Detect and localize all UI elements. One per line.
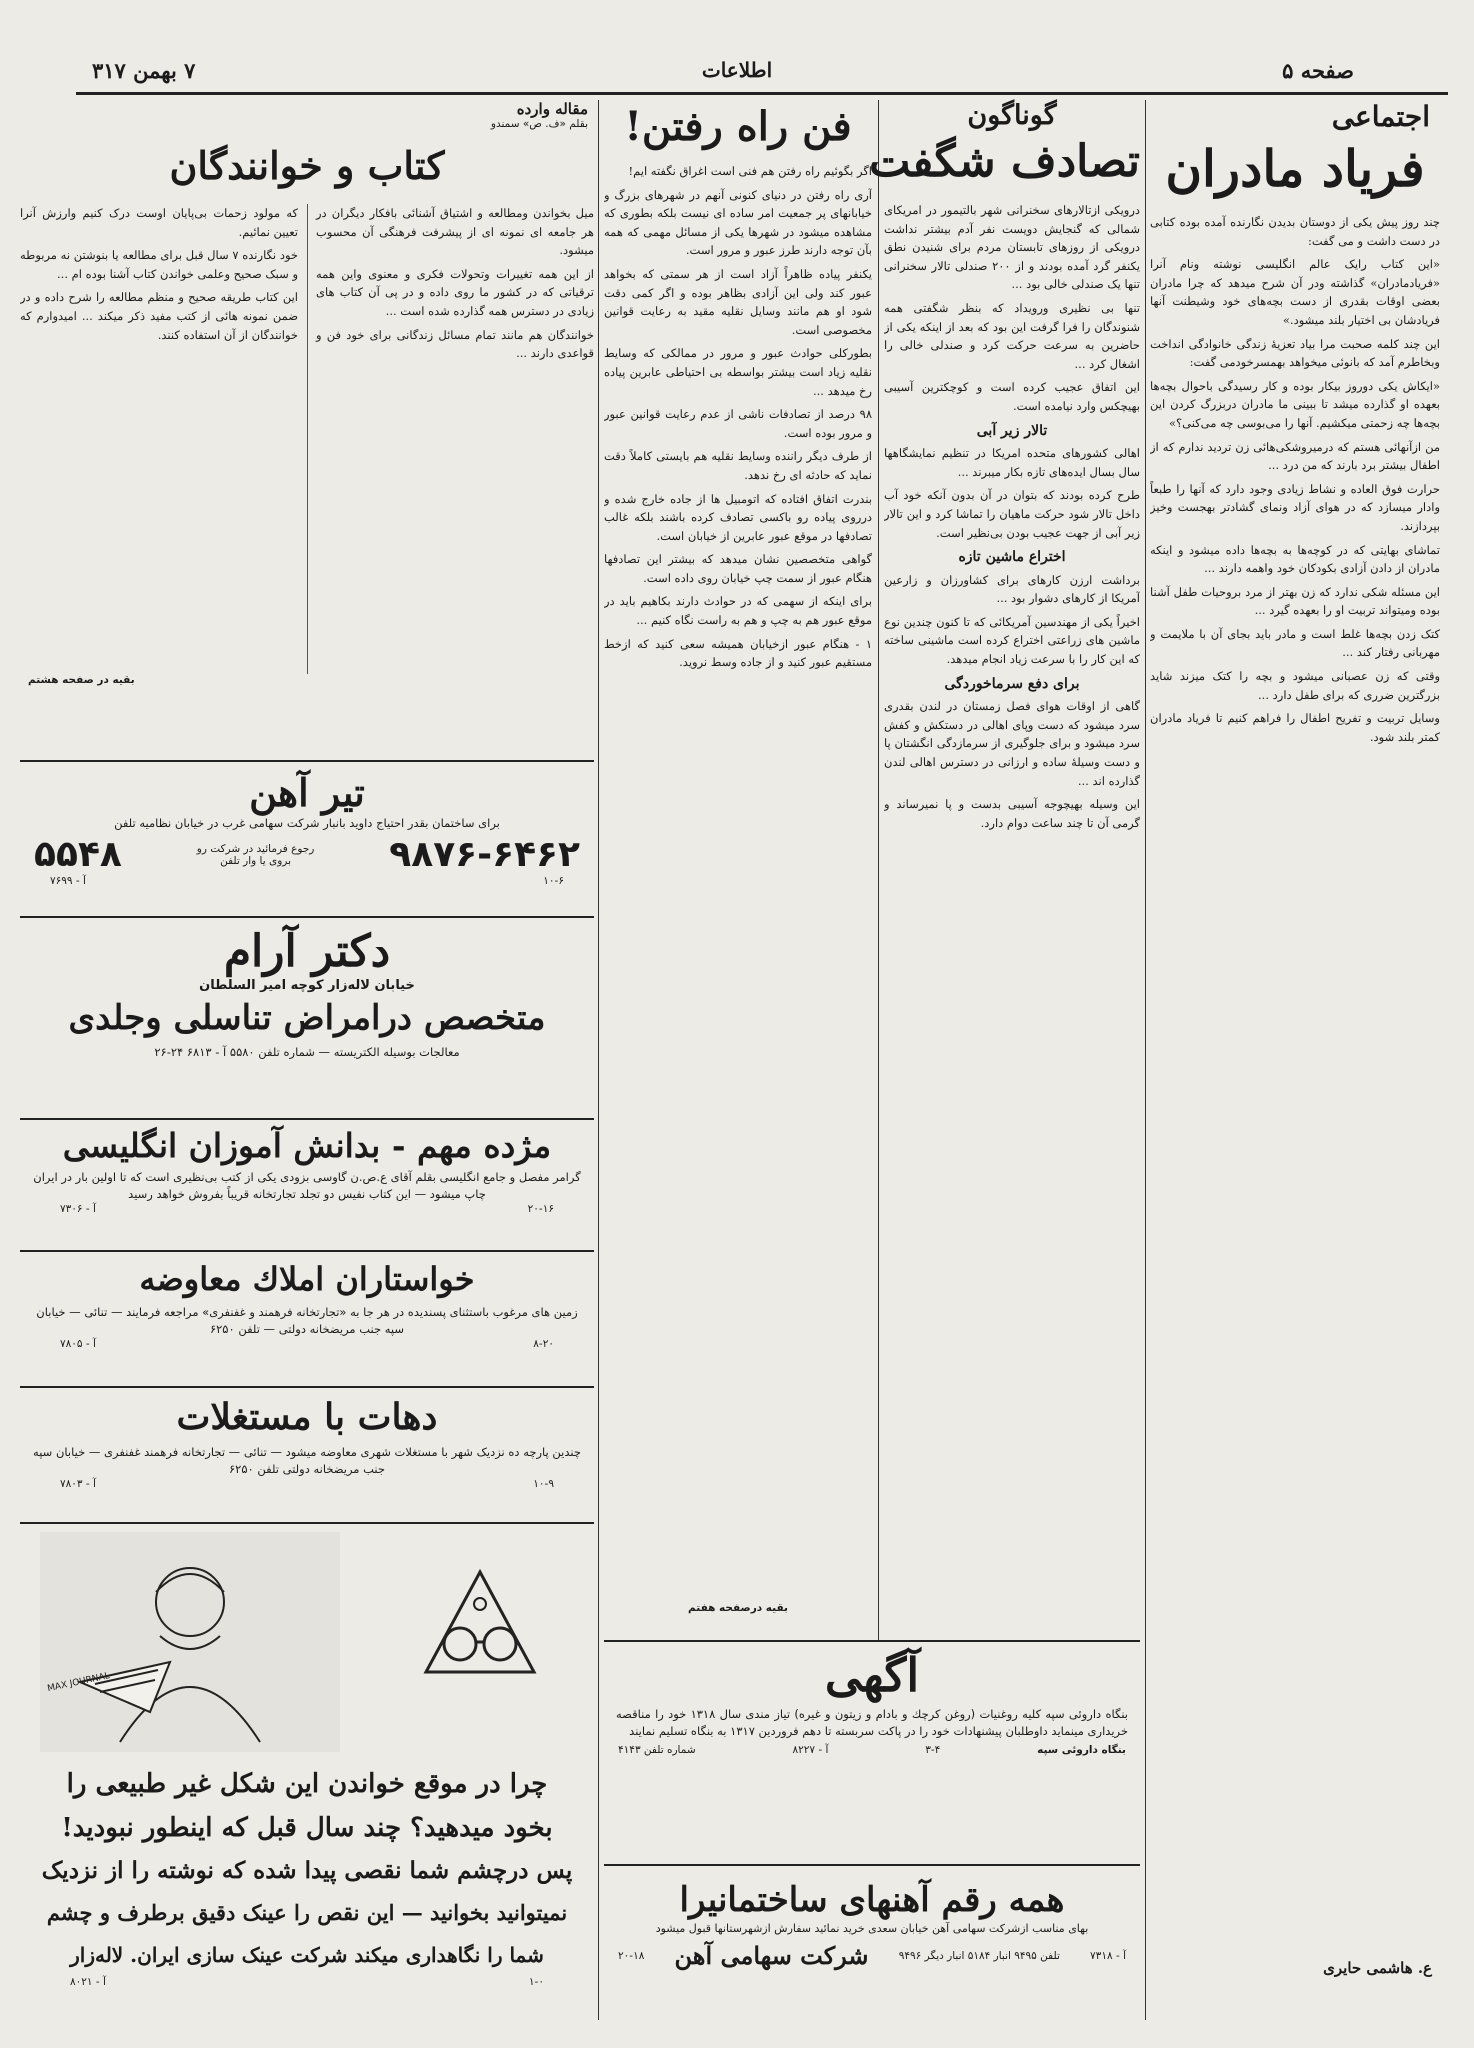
article-paragraph: آری راه رفتن در دنیای کنونی آنهم در شهرهای بزرگ و خیابانهای پر جمعیت امر ساده ای نیست بلکه بطوری که مشاهده میشود در شهرها یکی از مسائل مهمی که همه بآن توجه دارند طرز عبور و مرور است. (604, 187, 872, 258)
article-byline: بقلم «ف. ص» سمندو (490, 118, 588, 130)
ad-line: شما را نگاهداری میکند شرکت عینک سازی ایران. لاله‌زار (70, 1943, 544, 1967)
article-paragraph: برای اینکه از سهمی که در حوادث دارند بکاهیم باید در موقع عبور هم به چپ و هم به راست نگاه کنیم ... (604, 594, 872, 628)
column-walking (604, 100, 872, 1635)
article-body (1150, 213, 1440, 1953)
article-paragraph: بندرت اتفاق افتاده که اتومبیل ها از جاده خارج شده و درروی پیاده رو باکسی تصادف کرده باشند بلکه غالب تصادفها در موقع عبور عابرین از خیابان است. (604, 491, 872, 543)
ad-title: همه رقم آهنهای ساختمانیرا (679, 1880, 1065, 1920)
article-paragraph: خوانندگان هم مانند تمام مسائل زندگانی برای خود فن و قواعدی دارند ... (316, 327, 594, 361)
subheading: تالار زیر آبی (976, 422, 1048, 439)
article-title: فن راه رفتن! (624, 103, 852, 150)
reading-man-illustration (40, 1532, 340, 1752)
article-body (884, 201, 1140, 837)
ad-doctor (20, 916, 594, 1116)
article-paragraph: خود نگارنده ۷ سال قبل برای مطالعه یا بنوشتن نه مربوطه و سبک صحیح وعلمی خواندن کتاب آشنا بوده ام ... (20, 248, 298, 281)
ad-phone: شماره تلفن ۴۱۴۳ (618, 1744, 696, 1756)
ad-code: آ - ۸۲۲۷ (792, 1744, 829, 1756)
issue-date: ۷ بهمن ۳۱۷ (92, 58, 196, 83)
page-number: صفحه ۵ (1282, 58, 1354, 83)
article-paragraph: که مولود زحمات بی‌پایان اوست درک کنیم وارزش آنرا تعیین نمائیم. (20, 206, 298, 239)
article-author: ع. هاشمی حایری (1323, 1959, 1432, 1977)
article-paragraph: از این همه تغییرات وتحولات فکری و معنوی واین همه ترقیاتی که در کشور ما روی داده و در پی آن کتاب های زیادی در دسترس همه گذارده شده است ... (316, 266, 594, 318)
article-paragraph: درویکی ازتالارهای سخنرانی شهر بالتیمور در امریکای شمالی که گنجایش دویست نفر آدم بیشتر نداشت درویکی از روزهای تابستان مردم برای شنیدن نطق یکنفر گرد آمده بودند و از ۲۰۰ صندلی تالار سخنرانی تنها یک صندلی خالی بود ... (884, 203, 1140, 292)
article-paragraph: طرح کرده بودند که بتوان در آن بدون آنکه خود آب داخل تالار شود حرکت ماهیان را تماشا کرد و این تالار زیر آبی از جهت عجیب بودن بی‌نظیر است. (884, 488, 1140, 540)
ad-text: زمین های مرغوب باستثنای پسندیده در هر جا به «تجارتخانه فرهمند و غفنفری» مراجعه فرمایند — تنائی — خیابان سپه جنب مریضخانه دولتی — تلفن ۶۲۵۰ (36, 1305, 578, 1336)
section-kicker: اجتماعی (1331, 100, 1430, 133)
ad-villages (20, 1386, 594, 1518)
ad-phone-small: ۵۵۴۸ (34, 834, 122, 875)
ad-company: شرکت سهامی آهن (674, 1941, 869, 1970)
header-rule (76, 92, 1448, 95)
article-paragraph: تماشای بهایتی که در کوچه‌ها به بچه‌ها داده میشود و اینکه مادران از دادن آزادی بکودکان خود واهمه دارند ... (1150, 542, 1440, 576)
ad-address: خیابان لاله‌زار کوچه امیر السلطان (199, 978, 415, 993)
ad-code: ۳-۴ (925, 1744, 941, 1756)
article-paragraph: این مسئله شکی ندارد که زن بهتر از مرد بروحیات طفل آشنا بوده ومیتواند تربیت او را بعهده گیرد ... (1150, 584, 1440, 618)
ad-code: ۱۰-۶ (543, 875, 564, 887)
article-paragraph: «ایکاش یکی دوروز بیکار بوده و کار رسیدگی باحوال بچه‌ها بعهده او گذارده میشد تا ببینی ما مادران دربزرگ کردن این بچه‌ها چه زحمتی میکشیم. آنها را می‌بوسی چه می‌کنی؟» (1150, 378, 1440, 430)
subheading: برای دفع سرماخوردگی (944, 675, 1080, 692)
article-paragraph: این وسیله بهیچوجه آسیبی بدست و پا نمیرساند و گرمی آن تا چند ساعت دوام دارد. (884, 797, 1140, 830)
ad-title: دکتر آرام (223, 926, 391, 977)
ad-english-grammar (20, 1118, 594, 1248)
article-paragraph: گاهی از اوقات هوای فصل زمستان در لندن بقدری سرد میشود که دست وپای اهالی در دستکش و کفش سرد میشود و برای جلوگیری از سرمازدگی انگشتان پا و دست وسیلهٔ ساده و ارزانی در دسترس اهالی لندن گذارده اند ... (884, 699, 1140, 788)
article-body (20, 204, 594, 674)
article-body (604, 162, 872, 1602)
ad-code: ۸-۲۰ (533, 1338, 554, 1350)
article-paragraph: اهالی کشورهای متحده امریکا در تنظیم نمایشگاهها سال بسال ایده‌های تازه بکار میبرند ... (884, 446, 1140, 479)
ad-code: ۱-۰ (528, 1976, 544, 1988)
article-paragraph: این اتفاق عجیب کرده است و کوچکترین آسیبی بهیچکس وارد نیامده است. (884, 380, 1140, 413)
continued-note: بقیه درصفحه هفتم (688, 1602, 788, 1614)
ad-code: آ - ۷۸۰۳ (60, 1478, 96, 1490)
ad-line: چرا در موقع خواندن این شکل غیر طبیعی را (66, 1769, 548, 1799)
article-paragraph: وقتی که زن عصبانی میشود و بچه را کتک میزند شاید بزرگترین ضرری که برای طفل دارد ... (1150, 669, 1440, 702)
journal-label: MAX JOURNAL (46, 1671, 111, 1695)
ad-text: برای ساختمان بقدر احتیاج داوید بانبار شرکت سهامی غرب در خیابان نظامیه تلفن (114, 816, 500, 830)
ad-steel-beams (20, 760, 594, 910)
article-title: فریاد مادران (1165, 139, 1425, 198)
article-paragraph: اگر بگوئیم راه رفتن هم فنی است اغراق نگفته ایم! (628, 164, 872, 178)
ad-notice (604, 1640, 1140, 1858)
column-books (20, 100, 594, 760)
section-label: مقاله وارده (516, 100, 588, 118)
ad-line: پس درچشم شما نقصی پیدا شده که نوشته را از نزدیک (41, 1857, 573, 1884)
column-divider (878, 100, 879, 1640)
ad-details: معالجات بوسیله الکتریسته — شماره تلفن ۵۵۸۰ آ - ۶۸۱۳ ۲۴-۲۶ (154, 1045, 460, 1059)
ad-code: آ - ۷۳۰۶ (60, 1203, 96, 1215)
section-kicker: گوناگون (967, 100, 1057, 131)
ad-copy (30, 1762, 584, 1988)
ad-phones: تلفن ۹۴۹۵ انبار ۵۱۸۴ انبار دیگر ۹۴۹۶ (898, 1949, 1060, 1962)
ad-line: بخود میدهید؟ چند سال قبل که اینطور نبودید! (61, 1813, 553, 1843)
column-divider (598, 100, 599, 2020)
ad-code: آ - ۷۳۱۸ (1090, 1949, 1126, 1962)
newspaper-name: اطلاعات (701, 58, 773, 82)
article-paragraph: من ازآنهائی هستم که درمیروشکی‌هائی زن تردید ندارم که از اطفال بیشتر برد بارند که من درد ... (1150, 439, 1440, 473)
article-paragraph: تنها بی نظیری ورویداد که بنظر شگفتی همه شنوندگان را فرا گرفت این بود که بعد از اینکه یکی از حاضرین به سرعت حرکت کرد و صندلی خالی را اشغال کرد ... (884, 300, 1140, 371)
article-paragraph: برداشت ارزن کارهای برای کشاورزان و زارعین آمریکا از کارهای دشوار بود ... (884, 572, 1140, 606)
article-title: تصادف شگفت (869, 136, 1140, 187)
ad-code: آ - ۸۰۲۱ (70, 1976, 106, 1988)
article-paragraph: بطورکلی حوادث عبور و مرور در ممالکی که وسایط نقلیه زیاد است بیشتر بواسطه بی احتیاطی عابرین پیاده رخ میدهد ... (604, 346, 872, 398)
ad-title: دهات با مستغلات (176, 1396, 438, 1438)
article-paragraph: یکنفر پیاده ظاهراً آزاد است از هر سمتی که بخواهد عبور کند ولی این آزادی بظاهر بوده و اگر کمی دقت شود او هم مانند وسایل نقلیه مقید به رعایت قوانین مخصوصی است. (604, 266, 872, 337)
column-divider (1145, 100, 1146, 2020)
ad-estate-exchange (20, 1250, 594, 1380)
ad-note: رجوع فرمائید در شرکت رو بروی یا وار تلفن (196, 842, 315, 867)
ad-text: چندین پارچه ده نزدیک شهر با مستغلات شهری معاوضه میشود — تنائی — تجارتخانه فرهمند غفنفری — خیابان سپه جنب مریضخانه دولتی تلفن ۶۲۵۰ (33, 1445, 581, 1476)
article-paragraph: «این کتاب رایک عالم انگلیسی نوشته ونام آنرا «فریادمادران» گذاشته ودر آن شرح میدهد که چرا مادران بعضی اوقات بقدری از دست بچه‌های خود وشیطنت آنها فریادشان بی اختیار بلند میشود.» (1150, 257, 1440, 327)
article-paragraph: اخیراً یکی از مهندسین آمریکائی که تا کنون چندین نوع ماشین های زراعتی اختراع کرده است ماشینی ساخته که این کار را با سرعت زیاد انجام میدهد. (884, 614, 1140, 667)
article-paragraph: از طرف دیگر راننده وسایط نقلیه هم بایستی کاملاً دقت نماید که حادثه ای رخ ندهد. (604, 449, 872, 482)
ad-optician (20, 1522, 594, 2022)
ad-phone-big: ۹۸۷۶-۶۴۶۲ (389, 834, 580, 875)
article-paragraph: چند روز پیش یکی از دوستان بدیدن نگارنده آمده بوده کتابی در دست داشت و می گفت: (1150, 215, 1440, 248)
article-paragraph: وسایل تربیت و تفریح اطفال را فراهم کنیم تا فریاد مادران کمتر بلند شود. (1150, 711, 1440, 744)
ad-code: ۲۰-۱۸ (618, 1949, 645, 1962)
ad-text: گرامر مفصل و جامع انگلیسی بقلم آقای ع.ص.ن گاوسی بزودی یکی از کتب بی‌نظیری است که تا اولین بار در ایران چاپ میشود — این کتاب نفیس دو تجلد تجارتخانه قریباً بفروش خواهد رسید (33, 1170, 581, 1201)
ad-line: نمیتوانید بخوانید — این نقص را عینک دقیق برطرف و چشم (46, 1900, 568, 1925)
article-paragraph: کتک زدن بچه‌ها غلط است و مادر باید بجای آن با ملایمت و مهربانی رفتار کند ... (1150, 626, 1440, 660)
subheading: اختراع ماشین تازه (958, 549, 1066, 566)
ad-title: مژده مهم - بدانش آموزان انگلیسی (62, 1126, 552, 1165)
article-title: کتاب و خوانندگان (169, 143, 445, 188)
glasses-logo-icon (420, 1564, 540, 1684)
article-paragraph: ۹۸ درصد از تصادفات ناشی از عدم رعایت قوانین عبور و مرور بوده است. (604, 407, 872, 440)
ad-title: آگهی (824, 1648, 920, 1702)
article-paragraph: این کتاب طریقه صحیح و منظم مطالعه را شرح داده و در ضمن نمونه هائی از کتب مفید ذکر میکند ... امیدوارم که خوانندگان از آن استفاده کنند. (20, 290, 298, 342)
ad-specialty: متخصص درامراض تناسلی وجلدی (68, 998, 546, 1038)
column-misc (869, 100, 1140, 1635)
continued-note: بقیه در صفحه هشتم (28, 674, 135, 686)
ad-code: ۱۰-۹ (533, 1478, 554, 1490)
ad-code: آ - ۷۶۹۹ (50, 875, 86, 887)
ad-construction-steel (604, 1864, 1140, 2022)
column-social (1150, 100, 1440, 2020)
ad-text: بهای مناسب ازشرکت سهامی آهن خیابان سعدی خرید نمائید سفارش ازشهرستانها قبول میشود (655, 1922, 1089, 1935)
article-paragraph: حرارت فوق العاده و نشاط زیادی وجود دارد که آنها را طبعاً وادار میسازد که در هوای آزاد ونمای گشادتر بهجست وخیز بپردازند. (1150, 481, 1440, 533)
ad-signature: بنگاه داروئی سپه (1037, 1744, 1126, 1756)
ad-title: خواستاران املاك معاوضه (139, 1260, 475, 1298)
article-paragraph: میل بخواندن ومطالعه و اشتیاق آشنائی بافکار دیگران در هر جامعه ای نمونه ای از پیشرفت فرهنگی آن محسوب میشود. (316, 206, 594, 258)
ad-text: بنگاه داروئی سپه کلیه روغنیات (روغن کرچك و بادام و زیتون و غیره) تیاز مندی سال ۱۳۱۸ خود را مناقصه خریداری مینماید داوطلبان پیشنهادات خود را در پاکت سربسته تا دهم فروردین ۱۳۱۷ به بنگاه تسلیم نمایند (616, 1707, 1128, 1738)
ad-title: تیر آهن (249, 770, 365, 815)
article-paragraph: گواهی متخصصین نشان میدهد که بیشتر این تصادفها هنگام عبور از سمت چپ خیابان روی داده است. (604, 552, 872, 585)
article-paragraph: این چند کلمه صحبت مرا بیاد تعزیهٔ زندگی خانوادگی انداخت وبخاطرم آمد که بانوئی میخواهد بهمسرخودمی گفت: (1150, 336, 1440, 370)
ad-code: آ - ۷۸۰۵ (60, 1338, 96, 1350)
ad-code: ۲۰-۱۶ (527, 1203, 554, 1215)
article-paragraph: ۱ - هنگام عبور ازخیابان همیشه سعی کنید که ازخط مستقیم عبور کنید و از جاده وسط نروید. (604, 636, 872, 670)
